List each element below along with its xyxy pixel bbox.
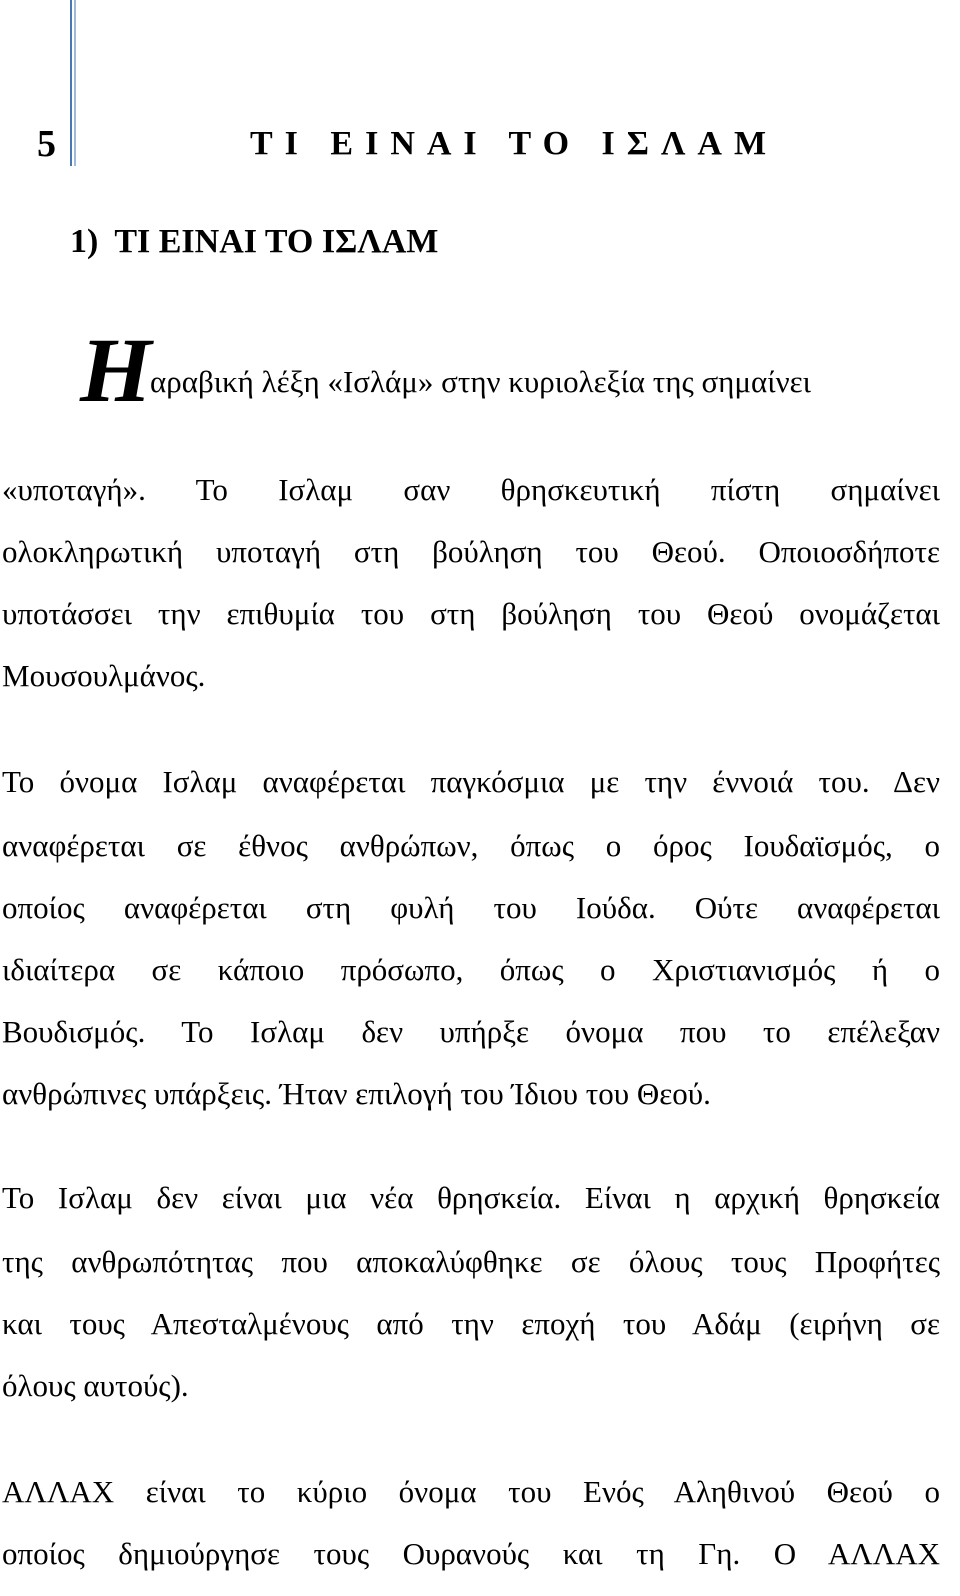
paragraph1-line: Μουσουλμάνος. [2,658,206,693]
header-rule-light [74,0,76,166]
paragraph3-line: της ανθρωπότητας που αποκαλύφθηκε σε όλους τους Προφήτες [2,1244,940,1279]
paragraph2-line: ιδιαίτερα σε κάποιο πρόσωπο, όπως ο Χριστιανισμός ή ο [2,952,940,987]
paragraph4-line: οποίος δημιούργησε τους Ουρανούς και τη Γη. Ο ΑΛΛΑΧ [2,1536,940,1571]
paragraph2-line: οποίος αναφέρεται στη φυλή του Ιούδα. Ούτε αναφέρεται [2,890,940,925]
paragraph3-line: όλους αυτούς). [2,1368,189,1403]
paragraph1-line: «υποταγή». Το Ισλαμ σαν θρησκευτική πίστη σημαίνει [2,472,940,507]
section-title: ΤΙ ΕΙΝΑΙ ΤΟ ΙΣΛΑΜ [114,223,439,260]
paragraph1-line: ολοκληρωτική υποταγή στη βούληση του Θεού. Οποιοσδήποτε [2,534,940,569]
paragraph1-line: υποτάσσει την επιθυμία του στη βούληση του Θεού ονομάζεται [2,596,940,631]
paragraph2-line: ανθρώπινες υπάρξεις. Ήταν επιλογή του Ίδιου του Θεού. [2,1076,711,1111]
paragraph2-line: αναφέρεται σε έθνος ανθρώπων, όπως ο όρος Ιουδαϊσμός, ο [2,828,940,863]
drop-cap: Η [80,319,152,421]
page-number: 5 [37,123,56,165]
section-number: 1) [70,223,99,260]
paragraph3-line: Το Ισλαμ δεν είναι μια νέα θρησκεία. Είναι η αρχική θρησκεία [2,1180,940,1215]
paragraph2-line: Βουδισμός. Το Ισλαμ δεν υπήρξε όνομα που το επέλεξαν [2,1014,940,1049]
paragraph2-line: Το όνομα Ισλαμ αναφέρεται παγκόσμια με την έννοιά του. Δεν [2,764,940,799]
chapter-title: ΤΙ ΕΙΝΑΙ ΤΟ ΙΣΛΑΜ [250,125,779,162]
paragraph4-line: ΑΛΛΑΧ είναι το κύριο όνομα του Ενός Αληθινού Θεού ο [2,1474,940,1509]
header-rule-dark [70,0,72,166]
paragraph1-first-line: αραβική λέξη «Ισλάμ» στην κυριολεξία της σημαίνει [150,364,811,399]
section-heading [70,218,438,266]
paragraph3-line: και τους Απεσταλμένους από την εποχή του Αδάμ (ειρήνη σε [2,1306,940,1341]
